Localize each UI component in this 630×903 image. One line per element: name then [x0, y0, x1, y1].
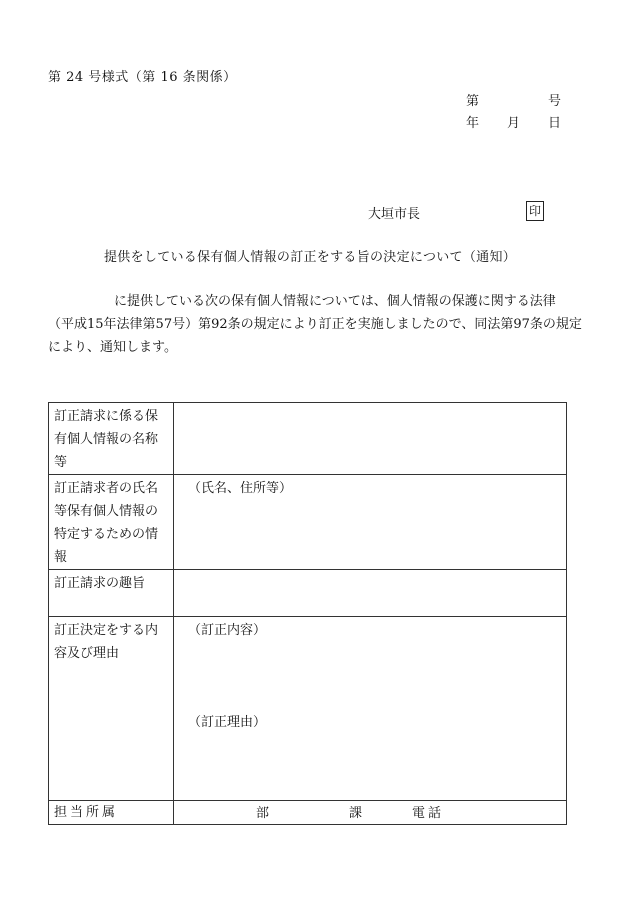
document-title: 提供をしている保有個人情報の訂正をする旨の決定について（通知） — [104, 250, 517, 265]
table-row-requester — [49, 475, 567, 570]
row-label-requester: 訂正請求者の氏名等保有個人情報の特定するための情報 — [49, 475, 174, 570]
section-label: 課 — [349, 805, 363, 821]
body-line-1: に提供している次の保有個人情報については、個人情報の保護に関する法律 — [114, 294, 556, 309]
table-row-purpose — [49, 570, 567, 617]
row-label-info-name: 訂正請求に係る保有個人情報の名称等 — [49, 403, 174, 475]
date-year-label: 年 — [466, 116, 480, 131]
row-value-info-name — [174, 403, 567, 475]
date-day-label: 日 — [548, 116, 562, 131]
row-label-purpose: 訂正請求の趣旨 — [49, 570, 174, 617]
issuer-name: 大垣市長 — [368, 207, 421, 222]
date-month-label: 月 — [507, 116, 521, 131]
table-row-info-name — [49, 403, 567, 475]
seal-stamp-mark: 印 — [526, 201, 544, 221]
table-row-decision — [49, 617, 567, 801]
document-number-label: 第 — [466, 94, 480, 109]
contact-label-text: 担当所属 — [54, 805, 119, 820]
details-table — [48, 402, 567, 825]
row-value-requester: （氏名、住所等） — [174, 475, 567, 570]
row-value-purpose — [174, 570, 567, 617]
contact-label — [49, 801, 174, 825]
row-value-decision — [174, 617, 567, 801]
correction-content-label: （訂正内容） — [188, 623, 267, 638]
table-row-contact — [49, 801, 567, 825]
document-number-suffix: 号 — [548, 94, 562, 109]
correction-reason-label: （訂正理由） — [188, 715, 267, 730]
phone-label: 電話 — [412, 805, 445, 821]
contact-details — [174, 801, 567, 825]
department-label: 部 — [256, 805, 270, 821]
form-number: 第 24 号様式（第 16 条関係） — [48, 70, 237, 85]
body-line-3: により、通知します。 — [48, 340, 177, 355]
body-line-2: （平成15年法律第57号）第92条の規定により訂正を実施しましたので、同法第97条の規定 — [48, 317, 582, 332]
row-label-decision: 訂正決定をする内容及び理由 — [49, 617, 174, 801]
body-paragraph — [48, 290, 583, 359]
